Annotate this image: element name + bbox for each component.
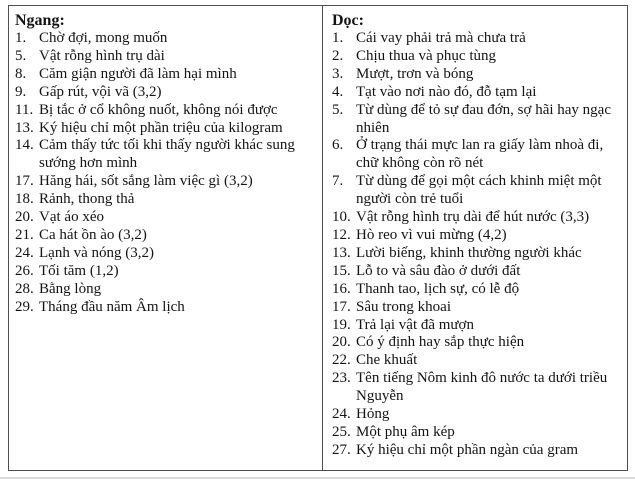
clue-item	[15, 173, 318, 191]
clue-item	[15, 102, 318, 120]
clue-item	[332, 173, 613, 209]
clue-item	[332, 48, 613, 66]
clue-number: 29.	[15, 298, 34, 315]
clue-item	[15, 299, 318, 317]
clue-number: 11.	[15, 101, 34, 118]
clue-item	[332, 137, 613, 173]
clue-text: Trả lại vật đã mượn	[356, 316, 474, 333]
clue-text: Ký hiệu chỉ một phần ngàn của gram	[356, 441, 579, 458]
clue-item	[332, 424, 613, 442]
clue-item	[332, 281, 613, 299]
clue-item	[15, 281, 318, 299]
clue-item	[15, 137, 318, 173]
clue-number: 27.	[332, 441, 351, 458]
clue-number: 8.	[15, 65, 27, 82]
clue-number: 16.	[332, 280, 351, 297]
clue-text: Hỏng	[356, 406, 390, 423]
clue-text: Mượt, trơn và bóng	[356, 65, 474, 82]
clue-item	[15, 48, 318, 66]
clue-item	[15, 227, 318, 245]
clue-item	[332, 245, 613, 263]
clue-number: 25.	[332, 423, 351, 440]
clue-text: Vạt áo xéo	[39, 209, 104, 226]
clue-item	[332, 227, 613, 245]
clue-item	[332, 352, 613, 370]
clue-text: Hăng hái, sốt sắng làm việc gì (3,2)	[39, 173, 253, 190]
clue-number: 13.	[332, 244, 351, 261]
clue-item	[15, 263, 318, 281]
clue-number: 15.	[332, 262, 351, 279]
clue-text: Bằng lòng	[39, 280, 102, 297]
clue-text: Lỗ to và sâu đào ở dưới đất	[356, 262, 521, 279]
clue-number: 23.	[332, 370, 351, 387]
clue-number: 26.	[15, 262, 34, 279]
clue-number: 19.	[332, 316, 351, 333]
clue-number: 1.	[15, 30, 27, 46]
clue-text: Vật rỗng hình trụ dài	[39, 47, 165, 64]
clue-number: 4.	[332, 83, 344, 100]
clue-number: 21.	[15, 226, 34, 243]
clue-number: 7.	[332, 173, 344, 190]
clue-item	[332, 263, 613, 281]
clue-item	[332, 84, 613, 102]
clue-text: Lạnh và nóng (3,2)	[39, 244, 154, 261]
clue-text: Tên tiếng Nôm kinh đô nước ta dưới triều Nguyễn	[356, 370, 608, 405]
clue-text: Căm giận người đã làm hại mình	[39, 65, 237, 82]
clue-text: Một phụ âm kép	[356, 423, 455, 440]
clue-text: Vật rỗng hình trụ dài để hút nước (3,3)	[356, 209, 590, 226]
clue-text: Gấp rút, vội vã (3,2)	[39, 83, 162, 100]
clue-number: 20.	[332, 334, 351, 351]
clue-text: Tối tăm (1,2)	[39, 262, 119, 279]
clue-item	[332, 209, 613, 227]
clue-item	[332, 370, 613, 406]
clue-item	[15, 245, 318, 263]
clue-number: 14.	[15, 137, 34, 154]
clue-number: 24.	[332, 406, 351, 423]
clue-text: Rảnh, thong thả	[39, 191, 135, 208]
clue-text: Ký hiệu chỉ một phần triệu của kilogram	[39, 119, 283, 136]
down-clue-list	[332, 30, 613, 460]
clue-number: 12.	[332, 226, 351, 243]
clue-text: Từ dùng để tỏ sự đau đớn, sợ hãi hay ngạc nhiên	[356, 101, 611, 136]
clue-item	[332, 442, 613, 460]
clue-text: Cái vay phải trả mà chưa trả	[356, 30, 526, 46]
clue-number: 9.	[15, 83, 27, 100]
down-column	[323, 6, 627, 470]
clue-item	[332, 102, 613, 138]
clue-item	[15, 66, 318, 84]
clue-number: 5.	[332, 101, 344, 118]
clue-table	[8, 5, 628, 471]
clue-item	[15, 209, 318, 227]
clue-text: Chịu thua và phục tùng	[356, 47, 496, 64]
clue-number: 17.	[15, 173, 34, 190]
across-clue-list	[15, 30, 318, 317]
clue-number: 1.	[332, 30, 344, 46]
clue-text: Cảm thấy tức tối khi thấy người khác sung sướng hơn mình	[39, 137, 295, 172]
clue-item	[332, 30, 613, 48]
clue-text: Ở trạng thái mực lan ra giấy làm nhoà đi, chữ không còn rõ nét	[356, 137, 604, 172]
clue-item	[332, 334, 613, 352]
clue-number: 13.	[15, 119, 34, 136]
clue-number: 22.	[332, 352, 351, 369]
across-title: Ngang:	[15, 12, 65, 29]
clue-text: Ca hát ồn ào (3,2)	[39, 226, 147, 243]
clue-number: 5.	[15, 47, 27, 64]
clue-item	[332, 299, 613, 317]
clue-number: 10.	[332, 209, 351, 226]
clue-number: 6.	[332, 137, 344, 154]
clue-text: Lười biếng, khinh thường người khác	[356, 244, 582, 261]
clue-item	[332, 406, 613, 424]
clue-number: 2.	[332, 47, 344, 64]
clue-text: Tháng đầu năm Âm lịch	[39, 298, 185, 315]
clue-text: Từ dùng để gọi một cách khinh miệt một người còn trẻ tuổi	[356, 173, 602, 208]
clue-text: Tạt vào nơi nào đó, đỗ tạm lại	[356, 83, 537, 100]
across-column	[9, 6, 323, 470]
clue-text: Chờ đợi, mong muốn	[39, 30, 168, 46]
clue-text: Bị tắc ở cổ không nuốt, không nói được	[39, 101, 278, 118]
clue-item	[15, 191, 318, 209]
clue-item	[332, 66, 613, 84]
clue-item	[332, 317, 613, 335]
clue-number: 20.	[15, 209, 34, 226]
clue-item	[15, 84, 318, 102]
down-title: Dọc:	[332, 12, 364, 29]
clue-item	[15, 30, 318, 48]
clue-text: Có ý định hay sắp thực hiện	[356, 334, 525, 351]
clue-number: 24.	[15, 244, 34, 261]
clue-text: Che khuất	[356, 352, 418, 369]
clue-number: 28.	[15, 280, 34, 297]
clue-number: 18.	[15, 191, 34, 208]
clue-number: 3.	[332, 65, 344, 82]
clue-number: 17.	[332, 298, 351, 315]
clue-text: Hò reo vì vui mừng (4,2)	[356, 226, 507, 243]
clue-text: Thanh tao, lịch sự, có lễ độ	[356, 280, 520, 297]
clue-item	[15, 120, 318, 138]
clue-text: Sâu trong khoai	[356, 298, 451, 315]
